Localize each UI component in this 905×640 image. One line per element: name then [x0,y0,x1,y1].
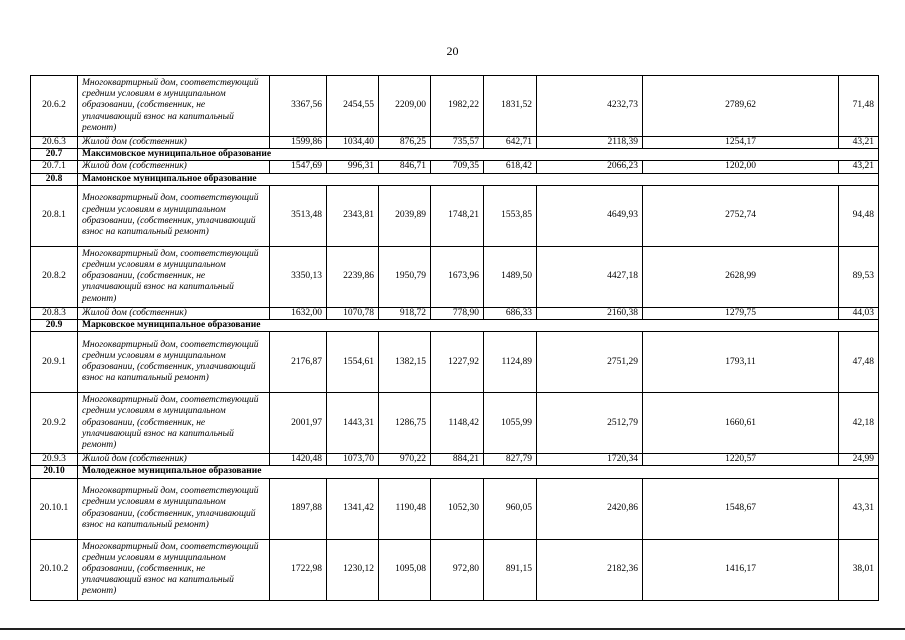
row-description: Многоквартирный дом, соответствующий средним условиям в муниципальном образовании, (собственник, не уплачивающий взнос на капитальный ремонт) [78,539,270,600]
value-cell: 1982,22 [431,76,484,137]
value-cell: 1722,98 [270,539,327,600]
value-cell: 884,21 [431,454,484,466]
table-row [31,332,879,393]
row-description: Многоквартирный дом, соответствующий средним условиям в муниципальном образовании, (собственник, уплачивающий взнос на капитальный ремонт) [78,332,270,393]
value-cell: 846,71 [379,161,431,173]
row-code: 20.9.1 [31,332,78,393]
value-cell: 1720,34 [537,454,643,466]
row-description: Многоквартирный дом, соответствующий средним условиям в муниципальном образовании, (собственник, уплачивающий взнос на капитальный ремонт) [78,478,270,539]
value-cell: 38,01 [839,539,879,600]
row-code: 20.8.2 [31,246,78,307]
value-cell: 1548,67 [643,478,839,539]
row-description: Жилой дом (собственник) [78,454,270,466]
value-cell: 918,72 [379,307,431,319]
value-cell: 2752,74 [643,185,839,246]
value-cell: 1052,30 [431,478,484,539]
value-cell: 996,31 [327,161,379,173]
value-cell: 2160,38 [537,307,643,319]
value-cell: 1286,75 [379,393,431,454]
value-cell: 71,48 [839,76,879,137]
section-title: Молодежное муниципальное образование [78,466,879,478]
value-cell: 1553,85 [484,185,537,246]
value-cell: 24,99 [839,454,879,466]
value-cell: 2182,36 [537,539,643,600]
value-cell: 1190,48 [379,478,431,539]
value-cell: 1202,00 [643,161,839,173]
value-cell: 1897,88 [270,478,327,539]
value-cell: 1382,15 [379,332,431,393]
value-cell: 2454,55 [327,76,379,137]
value-cell: 3350,13 [270,246,327,307]
value-cell: 1070,78 [327,307,379,319]
row-description: Многоквартирный дом, соответствующий средним условиям в муниципальном образовании, (собственник, не уплачивающий взнос на капитальный ремонт) [78,76,270,137]
row-code: 20.8.3 [31,307,78,319]
value-cell: 2789,62 [643,76,839,137]
value-cell: 94,48 [839,185,879,246]
row-code: 20.6.3 [31,137,78,149]
row-code: 20.10.2 [31,539,78,600]
section-row [31,320,879,332]
row-description: Жилой дом (собственник) [78,307,270,319]
value-cell: 2039,89 [379,185,431,246]
section-title: Мамонское муниципальное образование [78,173,879,185]
value-cell: 1095,08 [379,539,431,600]
value-cell: 1489,50 [484,246,537,307]
section-title: Марковское муниципальное образование [78,320,879,332]
value-cell: 2751,29 [537,332,643,393]
table-row [31,478,879,539]
value-cell: 43,21 [839,161,879,173]
value-cell: 960,05 [484,478,537,539]
section-title: Максимовское муниципальное образование [78,149,879,161]
value-cell: 3513,48 [270,185,327,246]
row-code: 20.8.1 [31,185,78,246]
value-cell: 1034,40 [327,137,379,149]
row-description: Жилой дом (собственник) [78,161,270,173]
row-code: 20.6.2 [31,76,78,137]
value-cell: 1673,96 [431,246,484,307]
value-cell: 1554,61 [327,332,379,393]
page-number: 20 [446,44,459,58]
section-code: 20.9 [31,320,78,332]
value-cell: 1124,89 [484,332,537,393]
bottom-edge-line [0,628,905,630]
section-row [31,149,879,161]
table-row [31,539,879,600]
value-cell: 1443,31 [327,393,379,454]
value-cell: 2209,00 [379,76,431,137]
value-cell: 4232,73 [537,76,643,137]
value-cell: 1831,52 [484,76,537,137]
value-cell: 47,48 [839,332,879,393]
section-code: 20.8 [31,173,78,185]
value-cell: 2176,87 [270,332,327,393]
value-cell: 3367,56 [270,76,327,137]
value-cell: 1660,61 [643,393,839,454]
value-cell: 970,22 [379,454,431,466]
row-description: Жилой дом (собственник) [78,137,270,149]
value-cell: 1227,92 [431,332,484,393]
value-cell: 2066,23 [537,161,643,173]
row-description: Многоквартирный дом, соответствующий средним условиям в муниципальном образовании, (собственник, уплачивающий взнос на капитальный ремонт) [78,185,270,246]
value-cell: 642,71 [484,137,537,149]
value-cell: 2118,39 [537,137,643,149]
value-cell: 1220,57 [643,454,839,466]
value-cell: 1793,11 [643,332,839,393]
value-cell: 1547,69 [270,161,327,173]
value-cell: 891,15 [484,539,537,600]
value-cell: 1420,48 [270,454,327,466]
value-cell: 1055,99 [484,393,537,454]
value-cell: 2343,81 [327,185,379,246]
section-row [31,466,879,478]
value-cell: 1599,86 [270,137,327,149]
section-code: 20.7 [31,149,78,161]
value-cell: 44,03 [839,307,879,319]
value-cell: 735,57 [431,137,484,149]
value-cell: 876,25 [379,137,431,149]
table-row [31,246,879,307]
value-cell: 89,53 [839,246,879,307]
value-cell: 827,79 [484,454,537,466]
value-cell: 2628,99 [643,246,839,307]
table-row [31,137,879,149]
value-cell: 2420,86 [537,478,643,539]
value-cell: 43,31 [839,478,879,539]
table-body [31,76,879,601]
row-code: 20.9.3 [31,454,78,466]
value-cell: 1632,00 [270,307,327,319]
value-cell: 1279,75 [643,307,839,319]
table-row [31,161,879,173]
table-row [31,454,879,466]
value-cell: 618,42 [484,161,537,173]
row-description: Многоквартирный дом, соответствующий средним условиям в муниципальном образовании, (собственник, не уплачивающий взнос на капитальный ремонт) [78,246,270,307]
value-cell: 686,33 [484,307,537,319]
value-cell: 1254,17 [643,137,839,149]
table-row [31,185,879,246]
value-cell: 2001,97 [270,393,327,454]
value-cell: 1073,70 [327,454,379,466]
table-row [31,393,879,454]
value-cell: 1950,79 [379,246,431,307]
table-row [31,307,879,319]
row-description: Многоквартирный дом, соответствующий средним условиям в муниципальном образовании, (собственник, не уплачивающий взнос на капитальный ремонт) [78,393,270,454]
value-cell: 1748,21 [431,185,484,246]
row-code: 20.7.1 [31,161,78,173]
row-code: 20.10.1 [31,478,78,539]
value-cell: 709,35 [431,161,484,173]
section-code: 20.10 [31,466,78,478]
section-row [31,173,879,185]
value-cell: 1416,17 [643,539,839,600]
value-cell: 2239,86 [327,246,379,307]
value-cell: 778,90 [431,307,484,319]
value-cell: 1341,42 [327,478,379,539]
value-cell: 42,18 [839,393,879,454]
value-cell: 972,80 [431,539,484,600]
value-cell: 4649,93 [537,185,643,246]
value-cell: 43,21 [839,137,879,149]
value-cell: 1230,12 [327,539,379,600]
value-cell: 4427,18 [537,246,643,307]
table-row [31,76,879,137]
row-code: 20.9.2 [31,393,78,454]
value-cell: 2512,79 [537,393,643,454]
tariff-table [30,75,879,601]
value-cell: 1148,42 [431,393,484,454]
